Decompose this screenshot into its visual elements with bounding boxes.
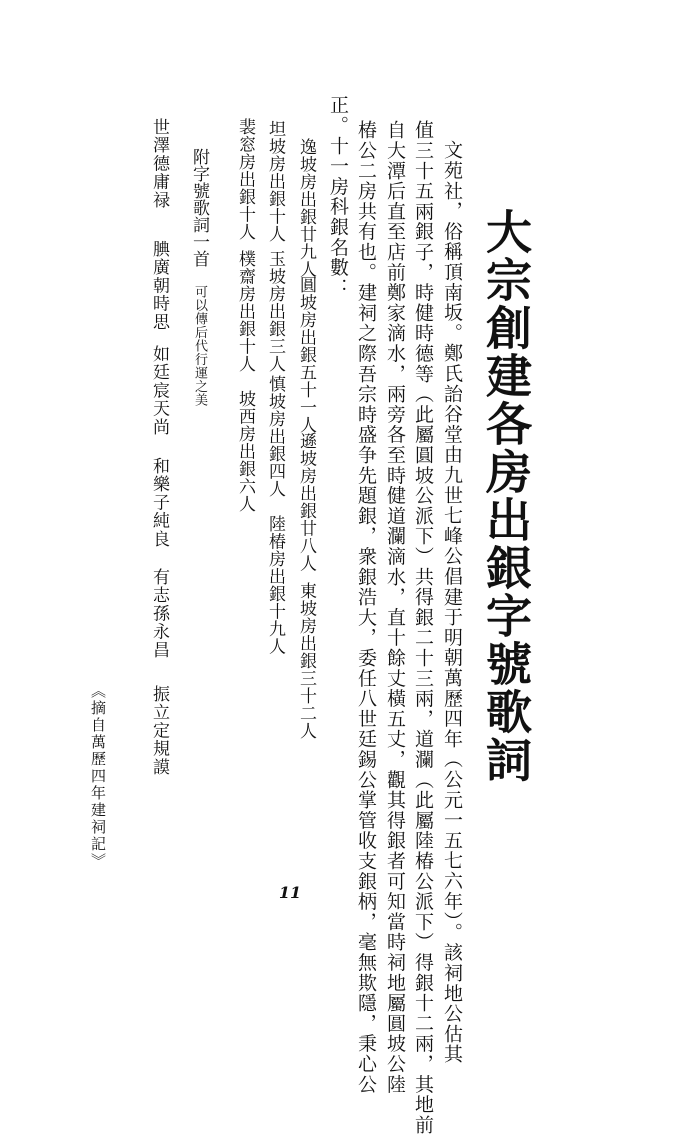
donor-entry: 玉坡房出銀三人 <box>265 250 285 373</box>
donor-entry: 遜坡房出銀廿八人 <box>296 432 316 572</box>
page-title: 大宗創建各房出銀字號歌詞 <box>479 208 533 784</box>
donor-entry: 逸坡房出銀廿九人 <box>296 138 316 278</box>
song-verse: 如廷宸天尚 <box>149 345 169 436</box>
body-line-3: 自大潭后直至店前鄭家滴水，兩旁各至時健道瀾滴水，直十餘丈橫五丈，觀其得銀者可知當時祠地屬圓坡公陸 <box>384 120 406 1095</box>
page-number: 11 <box>278 883 302 902</box>
donor-entry: 樸齋房出銀十人 <box>235 250 255 373</box>
song-note: 可以傳后代行運之美 <box>192 285 207 407</box>
donor-entry: 陸椿房出銀十九人 <box>265 515 285 655</box>
donor-entry: 東坡房出銀三十二人 <box>296 582 316 740</box>
song-verse: 和樂子純良 <box>149 457 169 548</box>
donor-entry: 圓坡房出銀五十一人 <box>296 276 316 434</box>
donor-entry: 慎坡房出銀四人 <box>265 375 285 498</box>
song-verse: 振立定規謨 <box>149 685 169 776</box>
body-line-1: 文苑社，俗稱頂南坂。鄭氏詒谷堂由九世七峰公倡建于明朝萬歷四年（公元一五七六年）。該祠地公估其 <box>441 140 463 1065</box>
donor-entry: 坡西房出銀六人 <box>235 390 255 513</box>
song-verse: 腆廣朝時思 <box>149 240 169 331</box>
donor-entry: 坦坡房出銀十人 <box>265 120 285 243</box>
body-line-5: 正。十一房科銀名數： <box>327 95 349 298</box>
donor-entry: 裴窓房出銀十人 <box>235 118 255 241</box>
song-header: 附字號歌詞一首 <box>189 148 209 267</box>
body-line-2: 值三十五兩銀子，時健時德等（此屬圓坡公派下）共得銀二十三兩，道瀾（此屬陸椿公派下）得銀十二兩，其地前 <box>412 120 434 1135</box>
source-citation: 《摘自萬歷四年建祠記》 <box>89 683 107 870</box>
body-line-4: 椿公二房共有也。建祠之際吾宗時盛争先題銀，衆銀浩大，委任八世廷錫公掌管收支銀柄，毫無欺隱，秉心公 <box>355 120 377 1095</box>
song-verse: 有志孫永昌 <box>149 568 169 659</box>
song-verse: 世澤德庸禄 <box>149 118 169 209</box>
